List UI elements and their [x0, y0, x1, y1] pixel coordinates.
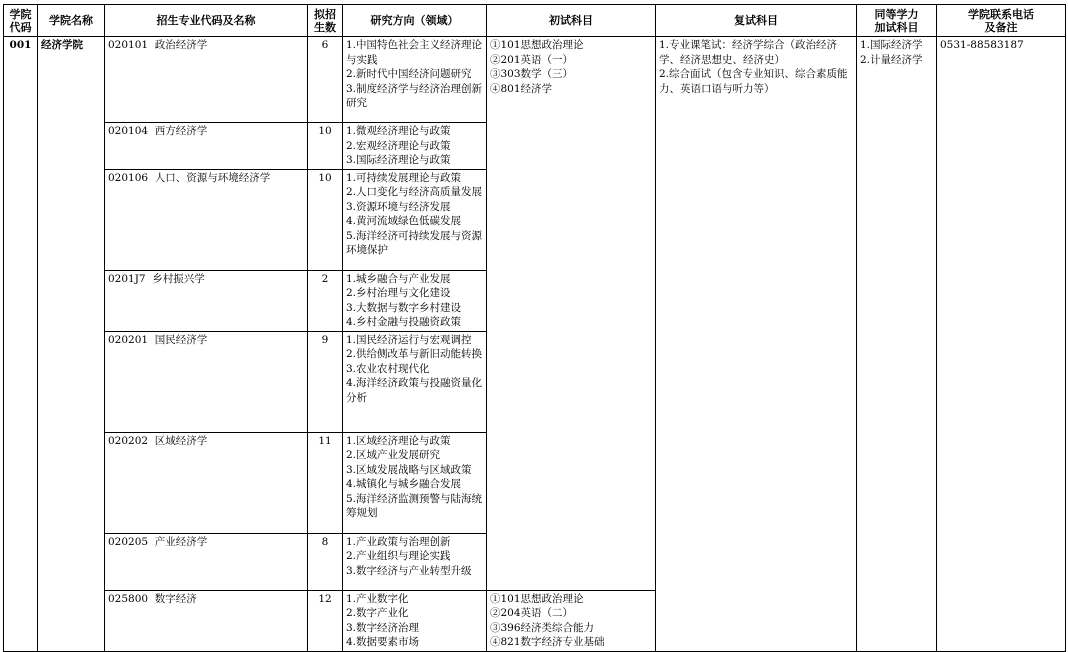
contact-cell: 0531-88583187	[937, 37, 1066, 652]
direction-item: 5.海洋经济监测预警与陆海统筹规划	[346, 492, 483, 519]
direction-item: 3.数字经济与产业转型升级	[346, 564, 472, 577]
direction-item: 1.国民经济运行与宏观调控	[346, 333, 472, 346]
header-contact: 学院联系电话 及备注	[937, 5, 1066, 37]
direction-item: 2.产业组织与理论实践	[346, 550, 451, 562]
prelim-item: ④821数字经济专业基础	[490, 636, 605, 648]
direction-item: 3.资源环境与经济发展	[346, 200, 451, 213]
header-equivalent: 同等学力 加试科目	[857, 5, 937, 37]
direction-cell	[343, 123, 487, 170]
direction-item: 3.大数据与数字乡村建设	[346, 301, 462, 314]
direction-item: 3.国际经济理论与政策	[346, 154, 451, 166]
direction-cell	[343, 169, 487, 270]
direction-item: 3.数字经济治理	[346, 621, 420, 634]
direction-item: 3.农业农村现代化	[346, 362, 430, 375]
prelim-item: ②201英语（一）	[490, 53, 574, 66]
direction-item: 2.区域产业发展研究	[346, 449, 441, 461]
prelim-item: ①101思想政治理论	[490, 39, 584, 51]
prelim-cell	[487, 590, 656, 651]
major-name-cell: 0201J7 乡村振兴学	[105, 270, 308, 331]
direction-item: 1.可持续发展理论与政策	[346, 171, 462, 184]
college-code-cell: 001	[4, 37, 38, 652]
equivalent-cell	[857, 37, 937, 652]
major-name-cell: 025800 数字经济	[105, 590, 308, 651]
quota-cell: 10	[308, 123, 343, 170]
header-college-code: 学院 代码	[4, 5, 38, 37]
direction-item: 1.产业数字化	[346, 592, 409, 605]
prelim-item: ②204英语（二）	[490, 607, 574, 619]
direction-item: 4.黄河流域绿色低碳发展	[346, 215, 462, 227]
direction-item: 1.中国特色社会主义经济理论与实践	[346, 39, 483, 66]
major-name-cell: 020205 产业经济学	[105, 533, 308, 590]
direction-item: 5.海洋经济可持续发展与资源环境保护	[346, 229, 483, 256]
major-name-cell: 020106 人口、资源与环境经济学	[105, 169, 308, 270]
quota-cell: 6	[308, 37, 343, 123]
direction-item: 3.区域发展战略与区域政策	[346, 463, 472, 476]
direction-item: 1.产业政策与治理创新	[346, 535, 451, 548]
direction-item: 4.城镇化与城乡融合发展	[346, 478, 462, 490]
direction-cell	[343, 533, 487, 590]
admissions-table	[3, 4, 1066, 652]
major-name-cell: 020101 政治经济学	[105, 37, 308, 123]
quota-cell: 8	[308, 533, 343, 590]
direction-cell	[343, 331, 487, 432]
quota-cell: 9	[308, 331, 343, 432]
prelim-item: ③396经济类综合能力	[490, 621, 595, 634]
direction-item: 2.供给侧改革与新旧动能转换	[346, 348, 483, 360]
table-row	[4, 37, 1066, 123]
retest-cell	[656, 37, 857, 652]
direction-cell	[343, 432, 487, 533]
major-name-cell: 020202 区域经济学	[105, 432, 308, 533]
direction-item: 1.城乡融合与产业发展	[346, 272, 451, 285]
direction-cell	[343, 590, 487, 651]
header-row	[4, 5, 1066, 37]
major-name-cell: 020104 西方经济学	[105, 123, 308, 170]
direction-item: 2.乡村治理与文化建设	[346, 287, 451, 299]
major-name-cell: 020201 国民经济学	[105, 331, 308, 432]
direction-cell	[343, 270, 487, 331]
direction-item: 2.宏观经济理论与政策	[346, 139, 451, 152]
prelim-cell	[487, 37, 656, 591]
header-major: 招生专业代码及名称	[105, 5, 308, 37]
prelim-item: ④801经济学	[490, 82, 553, 95]
quota-cell: 10	[308, 169, 343, 270]
equivalent-item: 2.计量经济学	[860, 53, 923, 66]
header-retest: 复试科目	[656, 5, 857, 37]
direction-item: 1.区域经济理论与政策	[346, 434, 451, 447]
direction-item: 2.人口变化与经济高质量发展	[346, 186, 483, 198]
header-college-name: 学院名称	[38, 5, 105, 37]
direction-cell	[343, 37, 487, 123]
prelim-item: ①101思想政治理论	[490, 592, 584, 605]
retest-item: 2.综合面试（包含专业知识、综合素质能力、英语口语与听力等）	[659, 68, 848, 95]
direction-item: 1.微观经济理论与政策	[346, 125, 451, 137]
quota-cell: 2	[308, 270, 343, 331]
header-direction: 研究方向（领域）	[343, 5, 487, 37]
quota-cell: 12	[308, 590, 343, 651]
college-name-cell: 经济学院	[38, 37, 105, 652]
direction-item: 4.数据要素市场	[346, 636, 420, 648]
direction-item: 3.制度经济学与经济治理创新研究	[346, 82, 483, 109]
quota-cell: 11	[308, 432, 343, 533]
direction-item: 4.海洋经济政策与投融资量化分析	[346, 377, 483, 404]
direction-item: 2.数字产业化	[346, 607, 409, 619]
equivalent-item: 1.国际经济学	[860, 39, 923, 51]
header-quota: 拟招 生数	[308, 5, 343, 37]
direction-item: 4.乡村金融与投融资政策	[346, 316, 462, 328]
prelim-item: ③303数学（三）	[490, 68, 574, 80]
direction-item: 2.新时代中国经济问题研究	[346, 68, 472, 80]
retest-item: 1.专业课笔试：经济学综合（政治经济学、经济思想史、经济史）	[659, 39, 838, 66]
header-prelim: 初试科目	[487, 5, 656, 37]
